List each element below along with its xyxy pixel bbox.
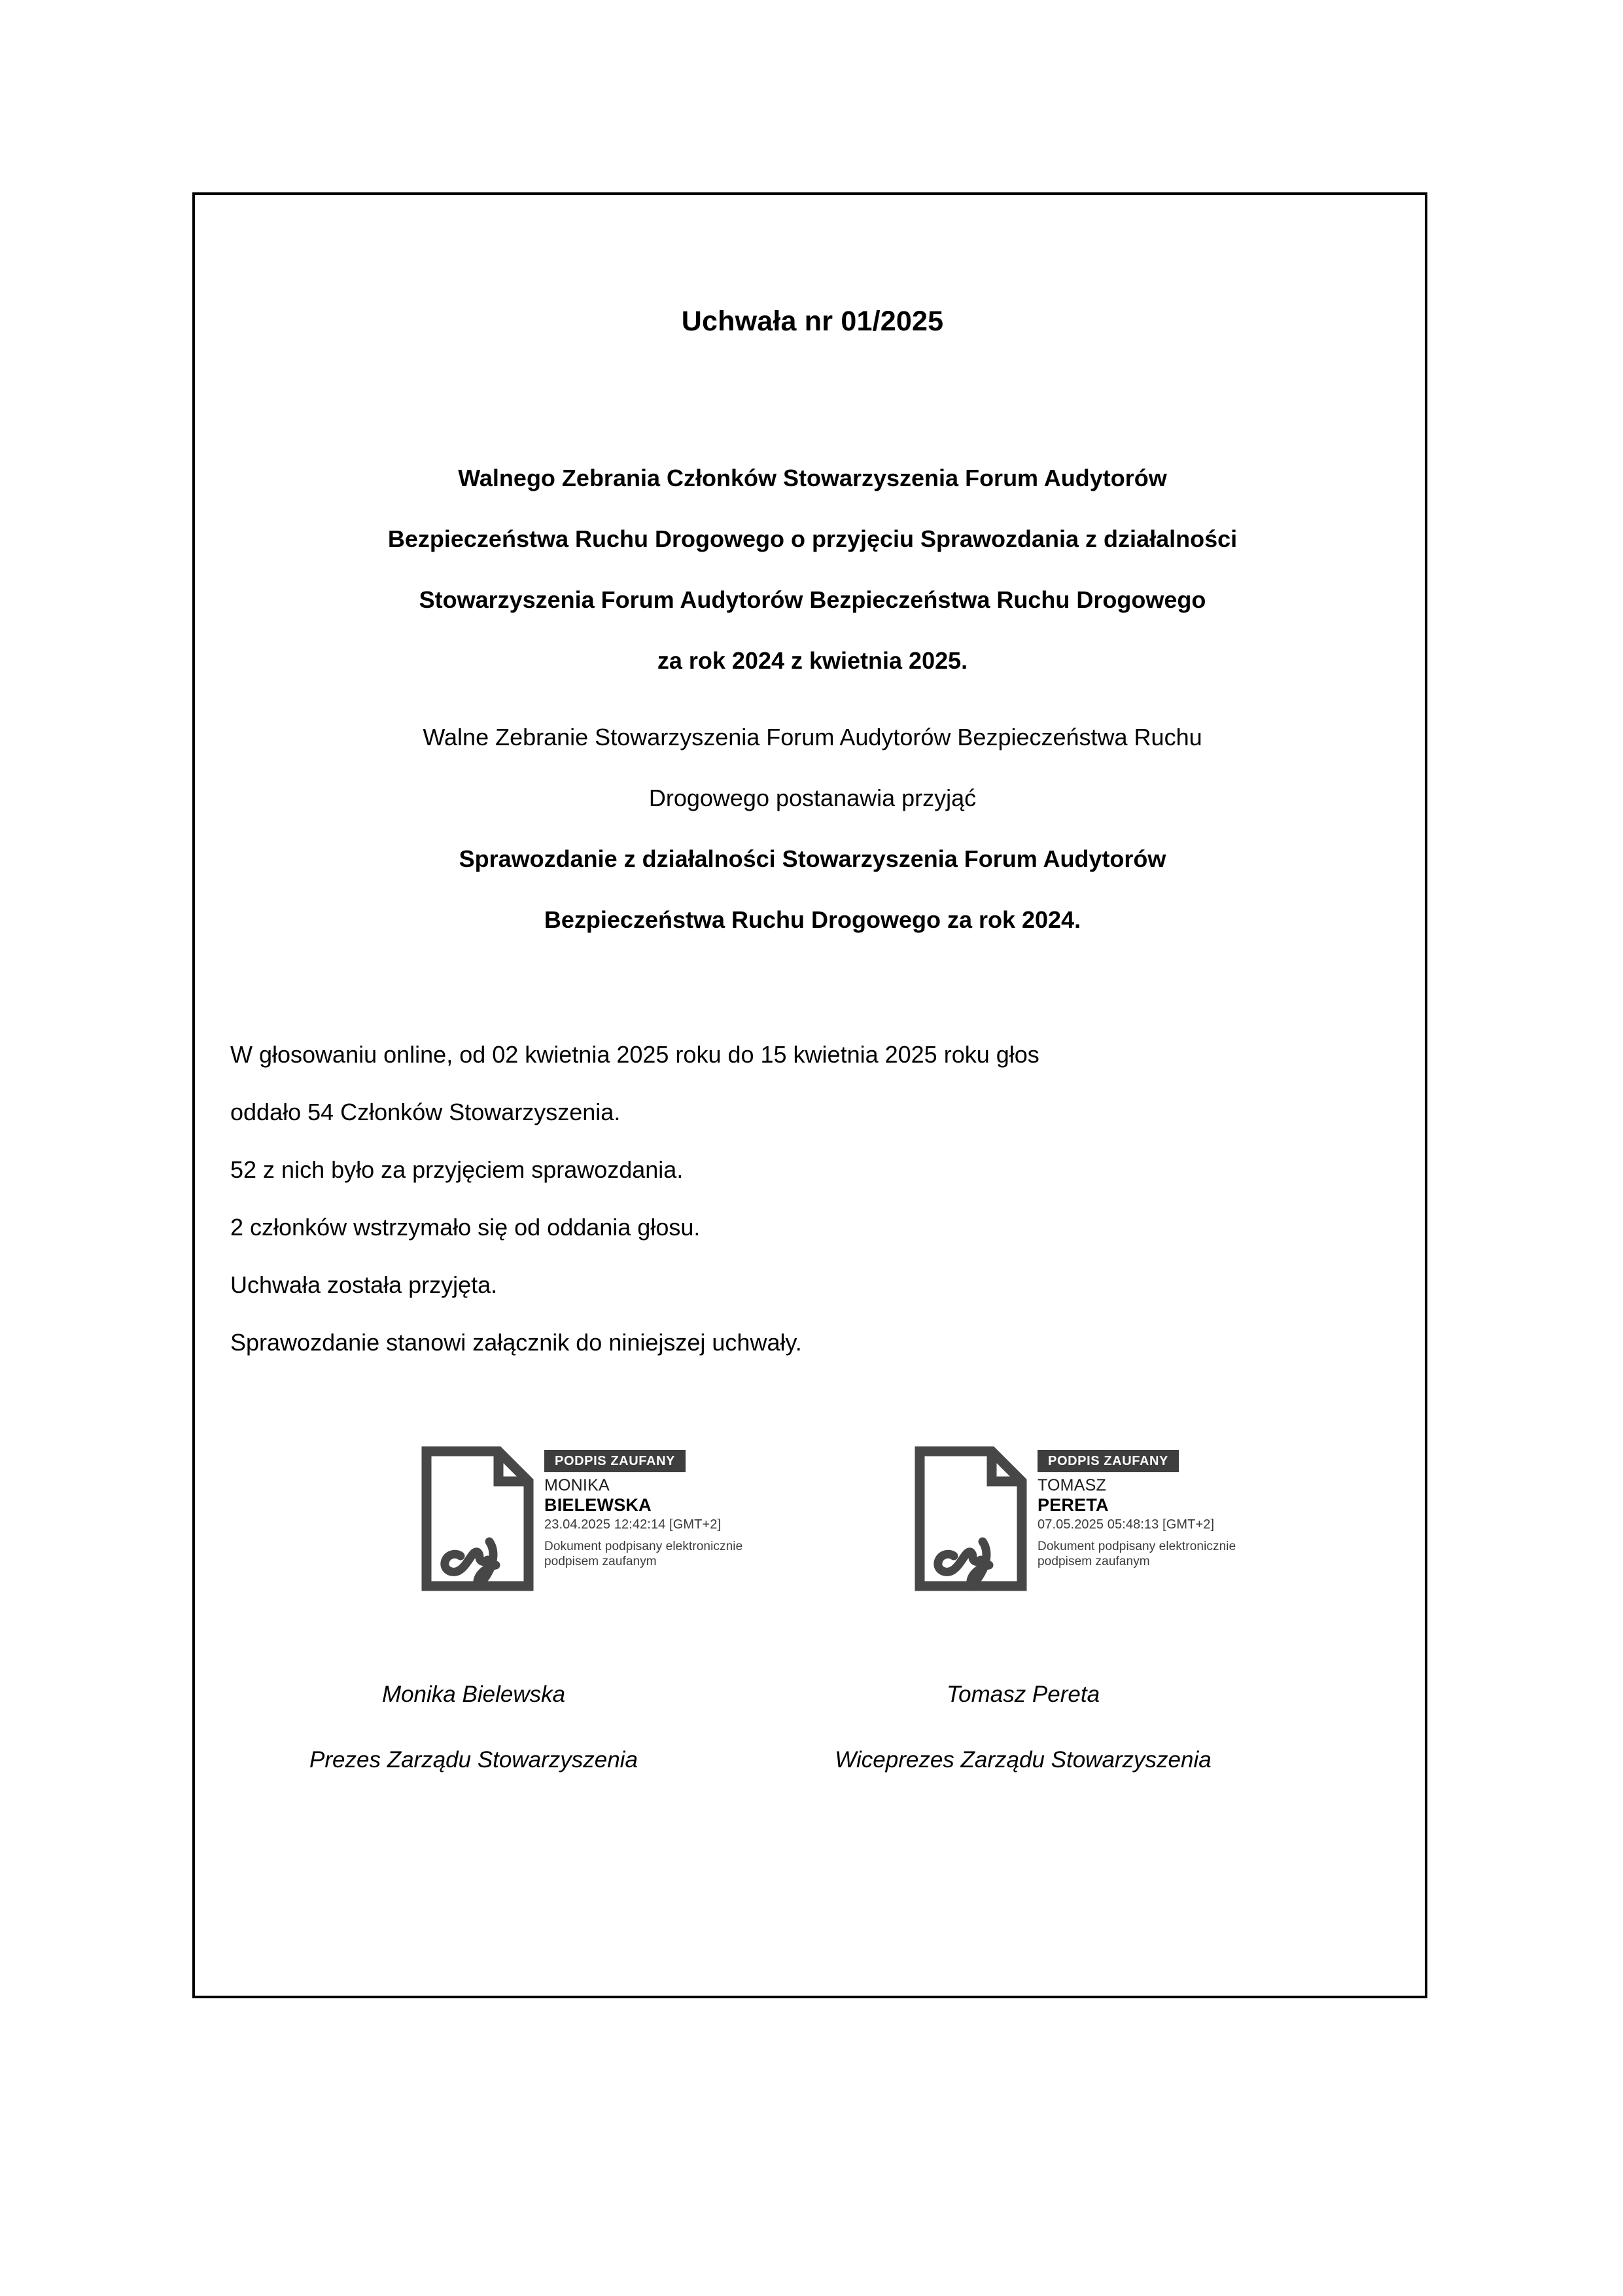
statement-line-3: Sprawozdanie z działalności Stowarzyszenia Forum Audytorów [459, 845, 1166, 872]
signature-stamp-bielewska [421, 1446, 742, 1591]
document-frame [192, 192, 1427, 1998]
signature-note-line-2: podpisem zaufanym [1038, 1555, 1150, 1569]
signature-note-line-2: podpisem zaufanym [544, 1555, 657, 1569]
stamp-text-block [544, 1446, 742, 1570]
signer-name-right: Tomasz Pereta [946, 1682, 1100, 1707]
status-badge: PODPIS ZAUFANY [1038, 1450, 1179, 1472]
signed-document-icon [421, 1446, 534, 1591]
signature-note [544, 1539, 742, 1569]
signature-timestamp: 07.05.2025 05:48:13 [GMT+2] [1038, 1517, 1215, 1532]
statement-line-4: Bezpieczeństwa Ruchu Drogowego za rok 2024. [544, 906, 1081, 933]
signature-note-line-1: Dokument podpisany elektronicznie [544, 1540, 743, 1554]
signed-document-icon [915, 1446, 1027, 1591]
signer-name-left: Monika Bielewska [381, 1682, 566, 1707]
document-content [212, 195, 1413, 1996]
body-line-4: 2 członków wstrzymało się od oddania głosu. [230, 1214, 701, 1241]
signer-last-name: BIELEWSKA [544, 1495, 652, 1515]
signature-stamp-pereta [915, 1446, 1236, 1591]
subtitle-line-1: Walnego Zebrania Członków Stowarzyszenia Forum Audytorów [458, 465, 1167, 491]
resolution-subtitle [212, 448, 1413, 691]
stamp-text-block [1038, 1446, 1236, 1570]
status-badge: PODPIS ZAUFANY [544, 1450, 686, 1472]
signer-first-name: MONIKA [544, 1476, 610, 1494]
body-line-1: W głosowaniu online, od 02 kwietnia 2025 roku do 15 kwietnia 2025 roku głos [230, 1041, 1039, 1068]
signature-note [1038, 1539, 1236, 1569]
signature-stamps-row [212, 1446, 1413, 1610]
body-line-2: oddało 54 Członków Stowarzyszenia. [230, 1099, 621, 1125]
subtitle-line-3: Stowarzyszenia Forum Audytorów Bezpieczeństwa Ruchu Drogowego [419, 586, 1206, 613]
body-line-3: 52 z nich było za przyjęciem sprawozdania. [230, 1156, 684, 1183]
statement-line-2: Drogowego postanawia przyjąć [648, 785, 977, 811]
page-title: Uchwała nr 01/2025 [681, 306, 944, 337]
body-line-6: Sprawozdanie stanowi załącznik do niniejszej uchwały. [230, 1329, 802, 1356]
signature-note-line-1: Dokument podpisany elektronicznie [1038, 1540, 1236, 1554]
body-line-5: Uchwała została przyjęta. [230, 1271, 498, 1298]
signer-first-name: TOMASZ [1038, 1476, 1106, 1494]
statement-line-1: Walne Zebranie Stowarzyszenia Forum Audytorów Bezpieczeństwa Ruchu [423, 724, 1202, 751]
signature-timestamp: 23.04.2025 12:42:14 [GMT+2] [544, 1517, 722, 1532]
subtitle-line-4: za rok 2024 z kwietnia 2025. [657, 647, 968, 674]
voting-details [230, 1026, 1401, 1371]
signer-role-left: Prezes Zarządu Stowarzyszenia [309, 1747, 638, 1773]
signer-last-name: PERETA [1038, 1495, 1109, 1515]
resolution-statement [212, 707, 1413, 950]
subtitle-line-2: Bezpieczeństwa Ruchu Drogowego o przyjęciu Sprawozdania z działalności [387, 525, 1238, 552]
signer-role-right: Wiceprezes Zarządu Stowarzyszenia [835, 1747, 1212, 1773]
